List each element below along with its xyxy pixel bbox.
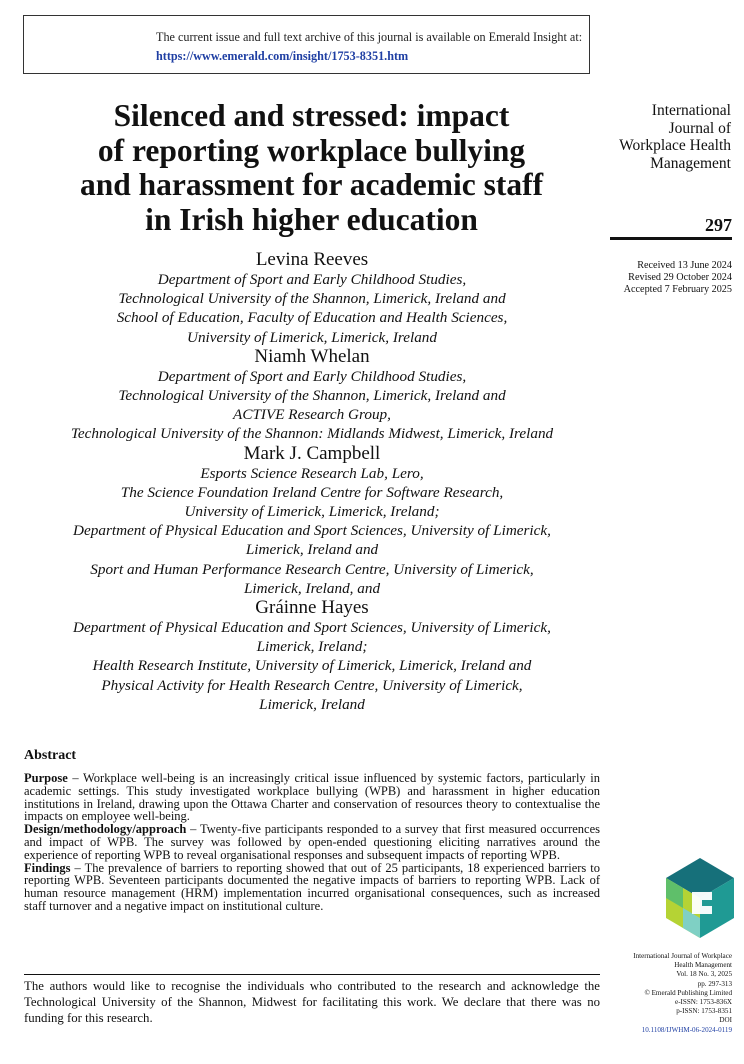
affiliation-line: Physical Activity for Health Research Centre, University of Limerick, — [101, 676, 523, 694]
section-text: The prevalence of barriers to reporting showed that out of 25 participants, 18 experienced barriers to reporting WPB. Seventeen participants documented the negative impacts of barriers to reporting WPB. Lack of human resource management (HRM) implementation incurred organisational consequences, such as increased staff turnover and a negative impact on institutional culture. — [24, 860, 600, 913]
affiliation-line: Health Research Institute, University of Limerick, Limerick, Ireland and — [92, 657, 532, 675]
section-label: Findings — [24, 860, 71, 875]
affiliation-line: Technological University of the Shannon: Midlands Midwest, Limerick, Ireland — [70, 425, 554, 443]
title-line: of reporting workplace bullying — [97, 132, 526, 168]
section-text: Twenty-five participants responded to a survey that first measured occurrences and impact of WPB. The survey was followed by open-ended questioning eliciting narratives around the experience of reporting WPB to reveal organisational responses and subsequent impacts of reporting WPB. — [24, 822, 600, 862]
pub-publisher: © Emerald Publishing Limited — [644, 988, 732, 997]
affiliation-line: Limerick, Ireland and — [245, 541, 379, 559]
journal-name-line: Journal of — [668, 119, 731, 137]
page-number: 297 — [705, 215, 732, 235]
doi-link[interactable]: 10.1108/IJWHM-06-2024-0119 — [641, 1025, 732, 1034]
affiliation-line: School of Education, Faculty of Education and Health Sciences, — [116, 309, 508, 327]
author-block — [12, 347, 612, 444]
affiliation-line: Department of Sport and Early Childhood Studies, — [157, 271, 467, 288]
author-name: Niamh Whelan — [254, 345, 370, 367]
journal-url-link[interactable]: https://www.emerald.com/insight/1753-8351.htm — [156, 49, 409, 63]
pub-pages: pp. 297-313 — [697, 979, 732, 988]
pub-journal-line: Health Management — [674, 961, 732, 970]
doi-label: DOI — [719, 1016, 732, 1025]
affiliation-line: Department of Sport and Early Childhood Studies, — [157, 367, 467, 385]
affiliation-line: Esports Science Research Lab, Lero, — [200, 464, 424, 482]
archive-notice-text: The current issue and full text archive of this journal is available on Emerald Insight at: — [156, 30, 583, 44]
pub-journal-line: International Journal of Workplace — [633, 952, 732, 960]
article-dates — [624, 260, 732, 297]
author-name: Levina Reeves — [255, 249, 369, 270]
title-line: and harassment for academic staff — [79, 167, 544, 202]
affiliation-line: University of Limerick, Limerick, Ireland — [187, 328, 437, 346]
received-date: Received 13 June 2024 — [637, 260, 732, 271]
affiliation-line: University of Limerick, Limerick, Ireland; — [184, 503, 440, 521]
author-block — [12, 444, 612, 598]
acknowledgement-footnote: The authors would like to recognise the individuals who contributed to the research and acknowledge the Technological University of the Shannon, Midwest for facilitating this work. We declare that there was no funding for this research. — [24, 979, 600, 1025]
journal-name-line: Workplace Health — [619, 137, 731, 154]
archive-notice-box — [23, 15, 590, 74]
affiliation-line: Sport and Human Performance Research Centre, University of Limerick, — [90, 560, 534, 578]
abstract-purpose — [24, 772, 600, 823]
abstract — [24, 748, 600, 913]
affiliation-line: Limerick, Ireland, and — [243, 579, 381, 597]
pub-volume: Vol. 18 No. 3, 2025 — [676, 970, 732, 979]
page-number-rule — [610, 237, 732, 240]
article-title — [24, 99, 599, 237]
title-line: Silenced and stressed: impact — [113, 98, 510, 133]
affiliation-line: Limerick, Ireland; — [256, 638, 368, 656]
section-label: Purpose — [24, 771, 68, 785]
author-block — [12, 598, 612, 714]
affiliation-line: Department of Physical Education and Sport Sciences, University of Limerick, — [73, 619, 551, 637]
abstract-heading: Abstract — [24, 748, 77, 763]
publication-info — [633, 952, 732, 1035]
author-list — [12, 250, 612, 714]
affiliation-line: Technological University of the Shannon, Limerick, Ireland and — [118, 387, 506, 405]
journal-name-line: International — [651, 102, 731, 119]
accepted-date: Accepted 7 February 2025 — [623, 284, 732, 296]
section-separator: – — [67, 771, 83, 785]
journal-name — [619, 102, 731, 172]
affiliation-line: ACTIVE Research Group, — [233, 406, 391, 424]
author-name: Gráinne Hayes — [255, 597, 369, 619]
check-for-updates-icon[interactable] — [666, 858, 734, 938]
abstract-design — [24, 823, 600, 861]
title-line: in Irish higher education — [145, 201, 478, 237]
abstract-findings — [24, 862, 600, 913]
pub-eissn: e-ISSN: 1753-836X — [675, 998, 732, 1007]
affiliation-line: The Science Foundation Ireland Centre for Software Research, — [120, 483, 504, 501]
author-name: Mark J. Campbell — [243, 442, 381, 464]
author-block — [12, 250, 612, 347]
section-separator: – — [186, 822, 200, 837]
pub-pissn: p-ISSN: 1753-8351 — [676, 1007, 732, 1016]
affiliation-line: Limerick, Ireland — [259, 695, 365, 713]
footnote-rule — [24, 974, 600, 975]
pub-doi — [633, 1016, 732, 1034]
affiliation-line: Technological University of the Shannon, Limerick, Ireland and — [118, 290, 506, 308]
section-text: Workplace well-being is an increasingly critical issue influenced by systemic factors, particularly in academic settings. This study investigated workplace bullying (WPB) and harassment in higher education institutions in Ireland, drawing upon the Ottawa Charter and conservation of resources theory to contextualise the impacts on employee well-being. — [24, 771, 600, 824]
affiliation-line: Department of Physical Education and Sport Sciences, University of Limerick, — [73, 522, 551, 540]
journal-name-line: Management — [650, 154, 731, 172]
section-separator: – — [70, 860, 85, 875]
revised-date: Revised 29 October 2024 — [628, 272, 732, 284]
section-label: Design/methodology/approach — [24, 822, 187, 837]
